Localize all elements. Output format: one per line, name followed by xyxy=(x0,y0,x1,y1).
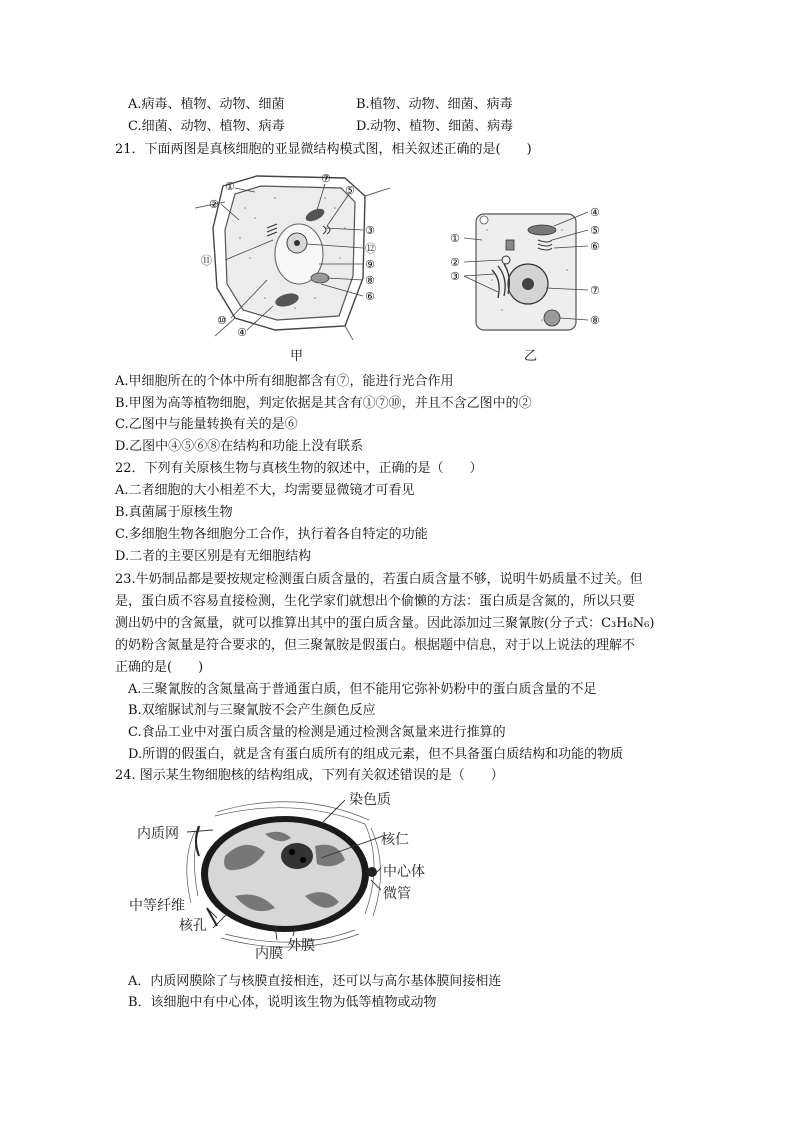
q20-option-c: C.细菌、动物、植物、病毒 xyxy=(128,119,285,134)
label-5: ⑤ xyxy=(345,184,355,197)
label-6: ⑥ xyxy=(365,290,375,303)
label-outer-membrane: 外膜 xyxy=(287,938,315,954)
q24-stem: 24. 图示某生物细胞核的结构组成，下列有关叙述错误的是（ ） xyxy=(115,768,504,783)
animal-cell-figure xyxy=(442,200,612,340)
label-b8: ⑧ xyxy=(590,314,600,327)
q23-option-d: D.所谓的假蛋白，就是含有蛋白质所有的组成元素，但不具备蛋白质结构和功能的物质 xyxy=(128,747,624,762)
q22-option-a: A.二者细胞的大小相差不大，均需要显微镜才可看见 xyxy=(115,483,415,498)
q24-option-a: A．内质网膜除了与核膜直接相连，还可以与高尔基体膜间接相连 xyxy=(128,974,502,989)
q21-option-c: C.乙图中与能量转换有关的是⑥ xyxy=(115,417,298,432)
label-8: ⑧ xyxy=(365,274,375,287)
q23-line-2: 是，蛋白质不容易直接检测，生化学家们就想出个偷懒的方法：蛋白质是含氮的，所以只要 xyxy=(115,594,636,609)
label-10: ⑩ xyxy=(217,314,227,327)
q23-line-1: 23.牛奶制品都是要按规定检测蛋白质含量的，若蛋白质含量不够，说明牛奶质量不过关。但 xyxy=(115,572,643,587)
label-b7: ⑦ xyxy=(590,284,600,297)
plant-cell-figure xyxy=(195,168,395,340)
q23-option-c: C.食品工业中对蛋白质含量的检测是通过检测含氮量来进行推算的 xyxy=(128,725,506,740)
q21-option-d: D.乙图中④⑤⑥⑧在结构和功能上没有联系 xyxy=(115,439,364,454)
label-2: ② xyxy=(209,198,219,211)
label-1: ① xyxy=(225,180,235,193)
q22-option-b: B.真菌属于原核生物 xyxy=(115,505,233,520)
q21-stem: 21．下面两图是真核细胞的亚显微结构模式图，相关叙述正确的是( ) xyxy=(115,142,532,157)
q23-line-3: 测出奶中的含氮量，就可以推算出其中的蛋白质含量。因此添加过三聚氰胺(分子式：C₃H₆N₆) xyxy=(115,616,655,631)
q22-option-c: C.多细胞生物各细胞分工合作，执行着各自特定的功能 xyxy=(115,527,428,542)
label-b3: ③ xyxy=(450,270,460,283)
q23-option-b: B.双缩脲试剂与三聚氰胺不会产生颜色反应 xyxy=(128,703,376,718)
label-chromatin: 染色质 xyxy=(349,792,391,808)
q22-stem: 22．下列有关原核生物与真核生物的叙述中，正确的是（ ） xyxy=(115,461,483,476)
label-intermediate-filament: 中等纤维 xyxy=(129,898,185,914)
nucleus-figure xyxy=(125,786,455,964)
label-12: ⑫ xyxy=(365,242,376,255)
label-nucleolus: 核仁 xyxy=(381,832,409,848)
label-er: 内质网 xyxy=(137,826,179,842)
label-b2: ② xyxy=(450,256,460,269)
q24-option-b: B．该细胞中有中心体，说明该生物为低等植物或动物 xyxy=(128,995,437,1010)
q23-line-4: 的奶粉含氮量是符合要求的，但三聚氰胺是假蛋白。根据题中信息，对于以上说法的理解不 xyxy=(115,638,636,653)
figure-b-caption: 乙 xyxy=(524,349,538,364)
q20-option-a: A.病毒、植物、动物、细菌 xyxy=(128,97,285,112)
label-9: ⑨ xyxy=(365,258,375,271)
label-3: ③ xyxy=(365,224,375,237)
q23-option-a: A.三聚氰胺的含氮量高于普通蛋白质，但不能用它弥补奶粉中的蛋白质含量的不足 xyxy=(128,682,597,697)
label-7: ⑦ xyxy=(321,172,331,185)
label-4: ④ xyxy=(237,326,247,339)
figure-a-caption: 甲 xyxy=(290,349,304,364)
label-b6: ⑥ xyxy=(590,240,600,253)
label-b4: ④ xyxy=(590,206,600,219)
q21-option-b: B.甲图为高等植物细胞，判定依据是其含有①⑦⑩，并且不含乙图中的② xyxy=(115,396,532,411)
q21-option-a: A.甲细胞所在的个体中所有细胞都含有⑦，能进行光合作用 xyxy=(115,374,454,389)
label-nuclear-pore: 核孔 xyxy=(179,918,207,934)
label-b5: ⑤ xyxy=(590,224,600,237)
label-centrosome: 中心体 xyxy=(383,864,425,880)
label-b1: ① xyxy=(450,232,460,245)
q22-option-d: D.二者的主要区别是有无细胞结构 xyxy=(115,549,312,564)
label-11: ⑪ xyxy=(201,254,212,267)
label-microtubule: 微管 xyxy=(383,886,411,902)
label-inner-membrane: 内膜 xyxy=(255,946,283,962)
q23-line-5: 正确的是( ) xyxy=(115,660,204,675)
q20-option-d: D.动物、植物、细菌、病毒 xyxy=(356,119,514,134)
q20-option-b: B.植物、动物、细菌、病毒 xyxy=(356,97,513,112)
